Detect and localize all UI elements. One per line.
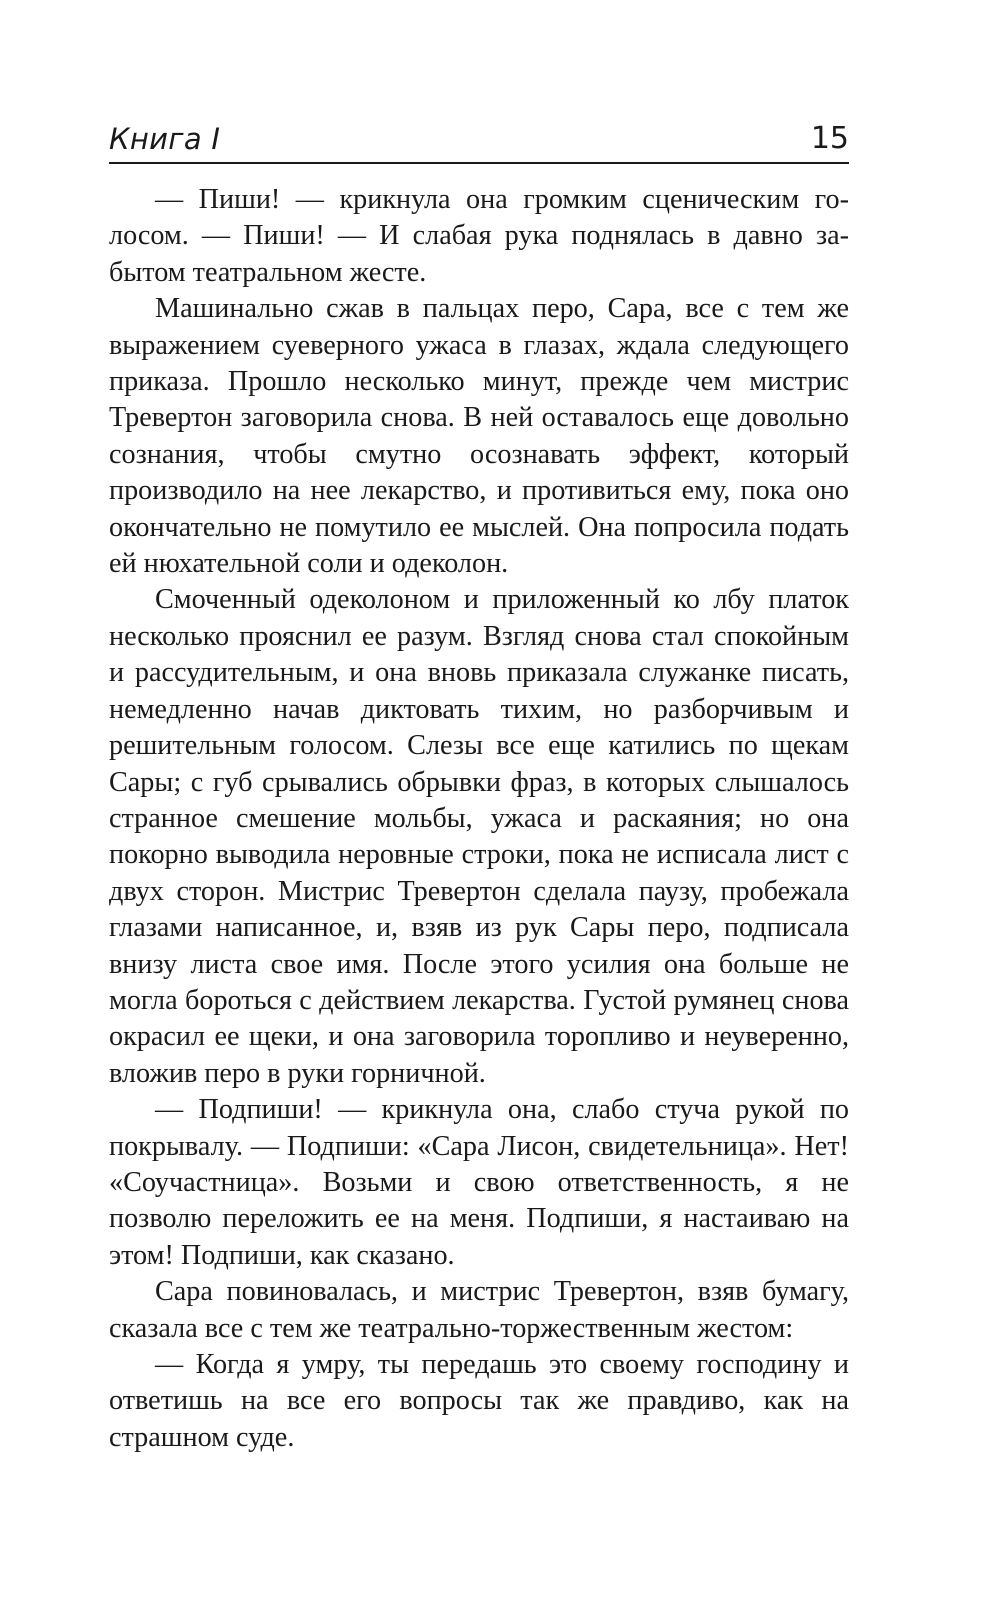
- running-title: Книга I: [109, 122, 221, 156]
- paragraph: Смоченный одеколоном и приложенный ко лбу платок несколько прояснил ее разум. Взгляд снова стал спокойным и рассудительным, и она вновь приказала служанке писать, немедленно начав диктовать тихим, но разборчивым и решительным голосом. Слезы все еще катились по щекам Сары; с губ срывались обрывки фраз, в которых слышалось странное смешение мольбы, ужаса и раскаяния; но она покорно выводила неровные строки, пока не исписала лист с двух сторон. Мистрис Тревертон сделала паузу, пробежала глазами написанное, и, взяв из рук Сары перо, подписала внизу листа свое имя. После этого усилия она больше не могла бороться с действием лекарства. Густой румянец снова окрасил ее щеки, и она заговорила торопливо и неуверенно, вложив перо в руки горничной.: [109, 584, 849, 1089]
- paragraph: Сара повиновалась, и мистрис Тревертон, взяв бумагу, сказала все с тем же театрально-торжественным жестом:: [109, 1276, 849, 1344]
- book-page: [109, 112, 849, 1456]
- body-text: [109, 182, 849, 1456]
- paragraph: — Пиши! — крикнула она громким сценическим голосом. — Пиши! — И слабая рука поднялась в давно забытом театральном жесте.: [109, 184, 849, 288]
- paragraph: — Подпиши! — крикнула она, слабо стуча рукой по покрывалу. — Подпиши: «Сара Лисон, свидетельница». Нет! «Соучастница». Возьми и свою ответственность, я не позволю переложить ее на меня. Подпиши, я настаиваю на этом! Подпиши, как сказано.: [109, 1094, 849, 1271]
- paragraph: — Когда я умру, ты передашь это своему господину и ответишь на все его вопросы так же правдиво, как на страшном суде.: [109, 1349, 849, 1453]
- paragraph: Машинально сжав в пальцах перо, Сара, все с тем же выражением суеверного ужаса в глазах, ждала следующего приказа. Прошло несколько минут, прежде чем мистрис Тревертон заговорила снова. В ней оставалось еще довольно сознания, чтобы смутно осознавать эффект, который производило на нее лекарство, и противиться ему, пока оно окончательно не помутило ее мыслей. Она попросила подать ей нюхательной соли и одеколон.: [109, 293, 849, 580]
- running-header: [109, 112, 849, 164]
- page-number: 15: [810, 121, 849, 156]
